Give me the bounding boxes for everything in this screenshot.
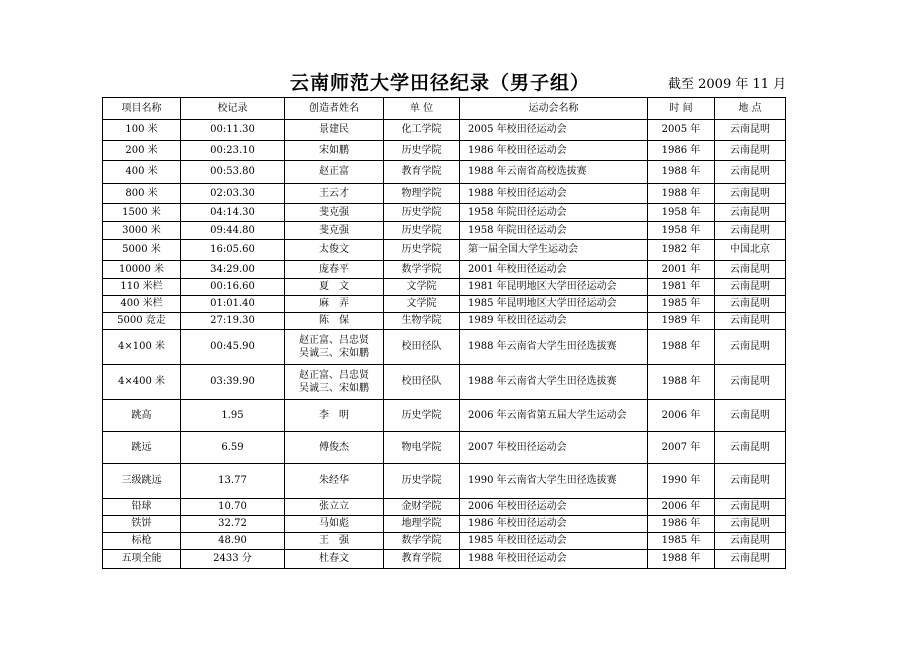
holder-name: 赵正富、吕忠贤: [299, 335, 369, 346]
unit-cell: 地理学院: [384, 516, 460, 533]
place-cell: 云南昆明: [715, 330, 786, 365]
unit-cell: 化工学院: [384, 120, 460, 141]
place-cell: 云南昆明: [715, 313, 786, 330]
place-cell: 云南昆明: [715, 400, 786, 432]
holder-name: 赵正富: [319, 166, 349, 177]
event-cell: 100 米: [103, 120, 181, 141]
event-cell: 跳远: [103, 432, 181, 464]
unit-cell: 数学学院: [384, 533, 460, 550]
unit-cell: 校田径队: [384, 330, 460, 365]
place-cell: 云南昆明: [715, 161, 786, 184]
record-cell: 03:39.90: [181, 365, 285, 400]
table-row: [103, 400, 786, 432]
header-holder: 创造者姓名: [285, 98, 384, 120]
event-cell: 5000 竞走: [103, 313, 181, 330]
place-cell: 云南昆明: [715, 141, 786, 161]
holder-cell: [285, 464, 384, 499]
event-cell: 4×100 米: [103, 330, 181, 365]
page-title: 云南师范大学田径纪录（男子组）: [290, 72, 591, 94]
record-cell: 00:23.10: [181, 141, 285, 161]
place-cell: 云南昆明: [715, 550, 786, 569]
unit-cell: 历史学院: [384, 464, 460, 499]
place-cell: 云南昆明: [715, 261, 786, 279]
holder-cell: [285, 240, 384, 261]
record-cell: 27:19.30: [181, 313, 285, 330]
table-row: [103, 330, 786, 365]
meet-cell: 2006 年云南省第五届大学生运动会: [460, 400, 648, 432]
unit-cell: 历史学院: [384, 222, 460, 240]
event-cell: 三级跳远: [103, 464, 181, 499]
holder-cell: [285, 330, 384, 365]
year-cell: 1986 年: [648, 141, 715, 161]
place-cell: 云南昆明: [715, 432, 786, 464]
holder-name: 太俊文: [319, 244, 349, 255]
record-cell: 02:03.30: [181, 184, 285, 204]
header-place: 地 点: [715, 98, 786, 120]
holder-cell: [285, 313, 384, 330]
meet-cell: 1985 年昆明地区大学田径运动会: [460, 296, 648, 313]
meet-cell: 1981 年昆明地区大学田径运动会: [460, 279, 648, 296]
year-cell: 1982 年: [648, 240, 715, 261]
holder-cell: [285, 261, 384, 279]
year-cell: 1989 年: [648, 313, 715, 330]
table-row: [103, 261, 786, 279]
year-cell: 1988 年: [648, 330, 715, 365]
meet-cell: 1986 年校田径运动会: [460, 516, 648, 533]
year-cell: 1988 年: [648, 550, 715, 569]
meet-cell: 1990 年云南省大学生田径选拔赛: [460, 464, 648, 499]
record-cell: 00:45.90: [181, 330, 285, 365]
holder-name: 夏 文: [319, 281, 349, 292]
event-cell: 5000 米: [103, 240, 181, 261]
holder-name: 张立立: [319, 501, 349, 512]
record-cell: 01:01.40: [181, 296, 285, 313]
meet-cell: 1988 年云南省大学生田径选拔赛: [460, 365, 648, 400]
holder-cell: [285, 400, 384, 432]
unit-cell: 生物学院: [384, 313, 460, 330]
year-cell: 1988 年: [648, 365, 715, 400]
place-cell: 云南昆明: [715, 120, 786, 141]
table-row: [103, 550, 786, 569]
meet-cell: 1985 年校田径运动会: [460, 533, 648, 550]
holder-cell: [285, 141, 384, 161]
place-cell: 云南昆明: [715, 516, 786, 533]
meet-cell: 2006 年校田径运动会: [460, 499, 648, 516]
place-cell: 云南昆明: [715, 296, 786, 313]
year-cell: 2005 年: [648, 120, 715, 141]
year-cell: 2006 年: [648, 499, 715, 516]
record-cell: 48.90: [181, 533, 285, 550]
holder-name: 王云才: [319, 187, 349, 199]
record-cell: 00:11.30: [181, 120, 285, 141]
record-cell: 04:14.30: [181, 204, 285, 222]
table-row: [103, 432, 786, 464]
event-cell: 200 米: [103, 141, 181, 161]
holder-cell: [285, 533, 384, 550]
year-cell: 1958 年: [648, 222, 715, 240]
place-cell: 云南昆明: [715, 464, 786, 499]
event-cell: 1500 米: [103, 204, 181, 222]
unit-cell: 物电学院: [384, 432, 460, 464]
record-cell: 00:16.60: [181, 279, 285, 296]
event-cell: 110 米栏: [103, 279, 181, 296]
event-cell: 五项全能: [103, 550, 181, 569]
year-cell: 1986 年: [648, 516, 715, 533]
unit-cell: 历史学院: [384, 400, 460, 432]
year-cell: 2001 年: [648, 261, 715, 279]
as-of-date: 截至 2009 年 11 月: [668, 77, 787, 92]
event-cell: 400 米栏: [103, 296, 181, 313]
header-year: 时 间: [648, 98, 715, 120]
table-row: [103, 296, 786, 313]
record-cell: 13.77: [181, 464, 285, 499]
header-meet: 运动会名称: [460, 98, 648, 120]
table-row: [103, 464, 786, 499]
holder-cell: [285, 161, 384, 184]
table-row: [103, 279, 786, 296]
holder-cell: [285, 279, 384, 296]
table-row: [103, 240, 786, 261]
meet-cell: 1988 年校田径运动会: [460, 184, 648, 204]
record-cell: 34:29.00: [181, 261, 285, 279]
table-row: [103, 533, 786, 550]
header-record: 校记录: [181, 98, 285, 120]
year-cell: 1985 年: [648, 533, 715, 550]
holder-name: 吴诚三、宋如鹏: [299, 348, 369, 359]
year-cell: 1958 年: [648, 204, 715, 222]
meet-cell: 1988 年云南省高校选拔赛: [460, 161, 648, 184]
table-row: [103, 141, 786, 161]
holder-name: 斐克强: [319, 206, 349, 218]
year-cell: 1988 年: [648, 184, 715, 204]
holder-cell: [285, 120, 384, 141]
record-cell: 09:44.80: [181, 222, 285, 240]
record-cell: 6.59: [181, 432, 285, 464]
place-cell: 云南昆明: [715, 365, 786, 400]
record-cell: 10.70: [181, 499, 285, 516]
holder-name: 杜春文: [319, 553, 349, 564]
table-row: [103, 313, 786, 330]
holder-name: 陈 保: [319, 315, 349, 326]
holder-name: 赵正富、吕忠贤: [299, 370, 369, 381]
header-event: 项目名称: [103, 98, 181, 120]
event-cell: 跳高: [103, 400, 181, 432]
unit-cell: 历史学院: [384, 204, 460, 222]
record-cell: 2433 分: [181, 550, 285, 569]
table-header-row: [103, 98, 786, 120]
place-cell: 云南昆明: [715, 204, 786, 222]
unit-cell: 物理学院: [384, 184, 460, 204]
meet-cell: 1958 年院田径运动会: [460, 222, 648, 240]
holder-cell: [285, 296, 384, 313]
meet-cell: 1958 年院田径运动会: [460, 204, 648, 222]
holder-cell: [285, 184, 384, 204]
year-cell: 2007 年: [648, 432, 715, 464]
place-cell: 云南昆明: [715, 279, 786, 296]
record-cell: 32.72: [181, 516, 285, 533]
holder-cell: [285, 432, 384, 464]
meet-cell: 1988 年云南省大学生田径选拔赛: [460, 330, 648, 365]
holder-cell: [285, 499, 384, 516]
holder-cell: [285, 222, 384, 240]
place-cell: 云南昆明: [715, 222, 786, 240]
event-cell: 铁饼: [103, 516, 181, 533]
place-cell: 云南昆明: [715, 533, 786, 550]
holder-name: 庞春平: [319, 263, 349, 275]
place-cell: 云南昆明: [715, 499, 786, 516]
year-cell: 1990 年: [648, 464, 715, 499]
event-cell: 10000 米: [103, 261, 181, 279]
unit-cell: 教育学院: [384, 161, 460, 184]
unit-cell: 历史学院: [384, 240, 460, 261]
holder-name: 斐克强: [319, 224, 349, 236]
holder-cell: [285, 516, 384, 533]
unit-cell: 金财学院: [384, 499, 460, 516]
table-row: [103, 204, 786, 222]
record-cell: 00:53.80: [181, 161, 285, 184]
year-cell: 1981 年: [648, 279, 715, 296]
holder-name: 朱经华: [319, 475, 349, 486]
place-cell: 云南昆明: [715, 184, 786, 204]
holder-name: 吴诚三、宋如鹏: [299, 383, 369, 394]
header-unit: 单 位: [384, 98, 460, 120]
unit-cell: 校田径队: [384, 365, 460, 400]
meet-cell: 2007 年校田径运动会: [460, 432, 648, 464]
table-row: [103, 184, 786, 204]
holder-cell: [285, 550, 384, 569]
record-cell: 16:05.60: [181, 240, 285, 261]
meet-cell: 1988 年校田径运动会: [460, 550, 648, 569]
unit-cell: 历史学院: [384, 141, 460, 161]
holder-name: 宋如鹏: [319, 144, 349, 156]
record-cell: 1.95: [181, 400, 285, 432]
holder-cell: [285, 204, 384, 222]
place-cell: 中国北京: [715, 240, 786, 261]
unit-cell: 教育学院: [384, 550, 460, 569]
event-cell: 4×400 米: [103, 365, 181, 400]
unit-cell: 文学院: [384, 296, 460, 313]
table-row: [103, 516, 786, 533]
meet-cell: 1989 年校田径运动会: [460, 313, 648, 330]
table-row: [103, 365, 786, 400]
meet-cell: 1986 年校田径运动会: [460, 141, 648, 161]
meet-cell: 2005 年校田径运动会: [460, 120, 648, 141]
event-cell: 铅球: [103, 499, 181, 516]
holder-cell: [285, 365, 384, 400]
holder-name: 景建民: [319, 124, 349, 135]
table-row: [103, 222, 786, 240]
holder-name: 傅俊杰: [319, 441, 349, 453]
table-row: [103, 499, 786, 516]
holder-name: 李 明: [319, 409, 349, 421]
event-cell: 400 米: [103, 161, 181, 184]
holder-name: 王 强: [319, 535, 349, 546]
event-cell: 800 米: [103, 184, 181, 204]
event-cell: 3000 米: [103, 222, 181, 240]
records-table: [102, 97, 786, 569]
meet-cell: 2001 年校田径运动会: [460, 261, 648, 279]
unit-cell: 文学院: [384, 279, 460, 296]
event-cell: 标枪: [103, 533, 181, 550]
meet-cell: 第一届全国大学生运动会: [460, 240, 648, 261]
year-cell: 1988 年: [648, 161, 715, 184]
holder-name: 麻 弄: [319, 298, 349, 309]
table-row: [103, 120, 786, 141]
table-row: [103, 161, 786, 184]
holder-name: 马如彪: [319, 518, 349, 529]
year-cell: 1985 年: [648, 296, 715, 313]
unit-cell: 数学学院: [384, 261, 460, 279]
year-cell: 2006 年: [648, 400, 715, 432]
